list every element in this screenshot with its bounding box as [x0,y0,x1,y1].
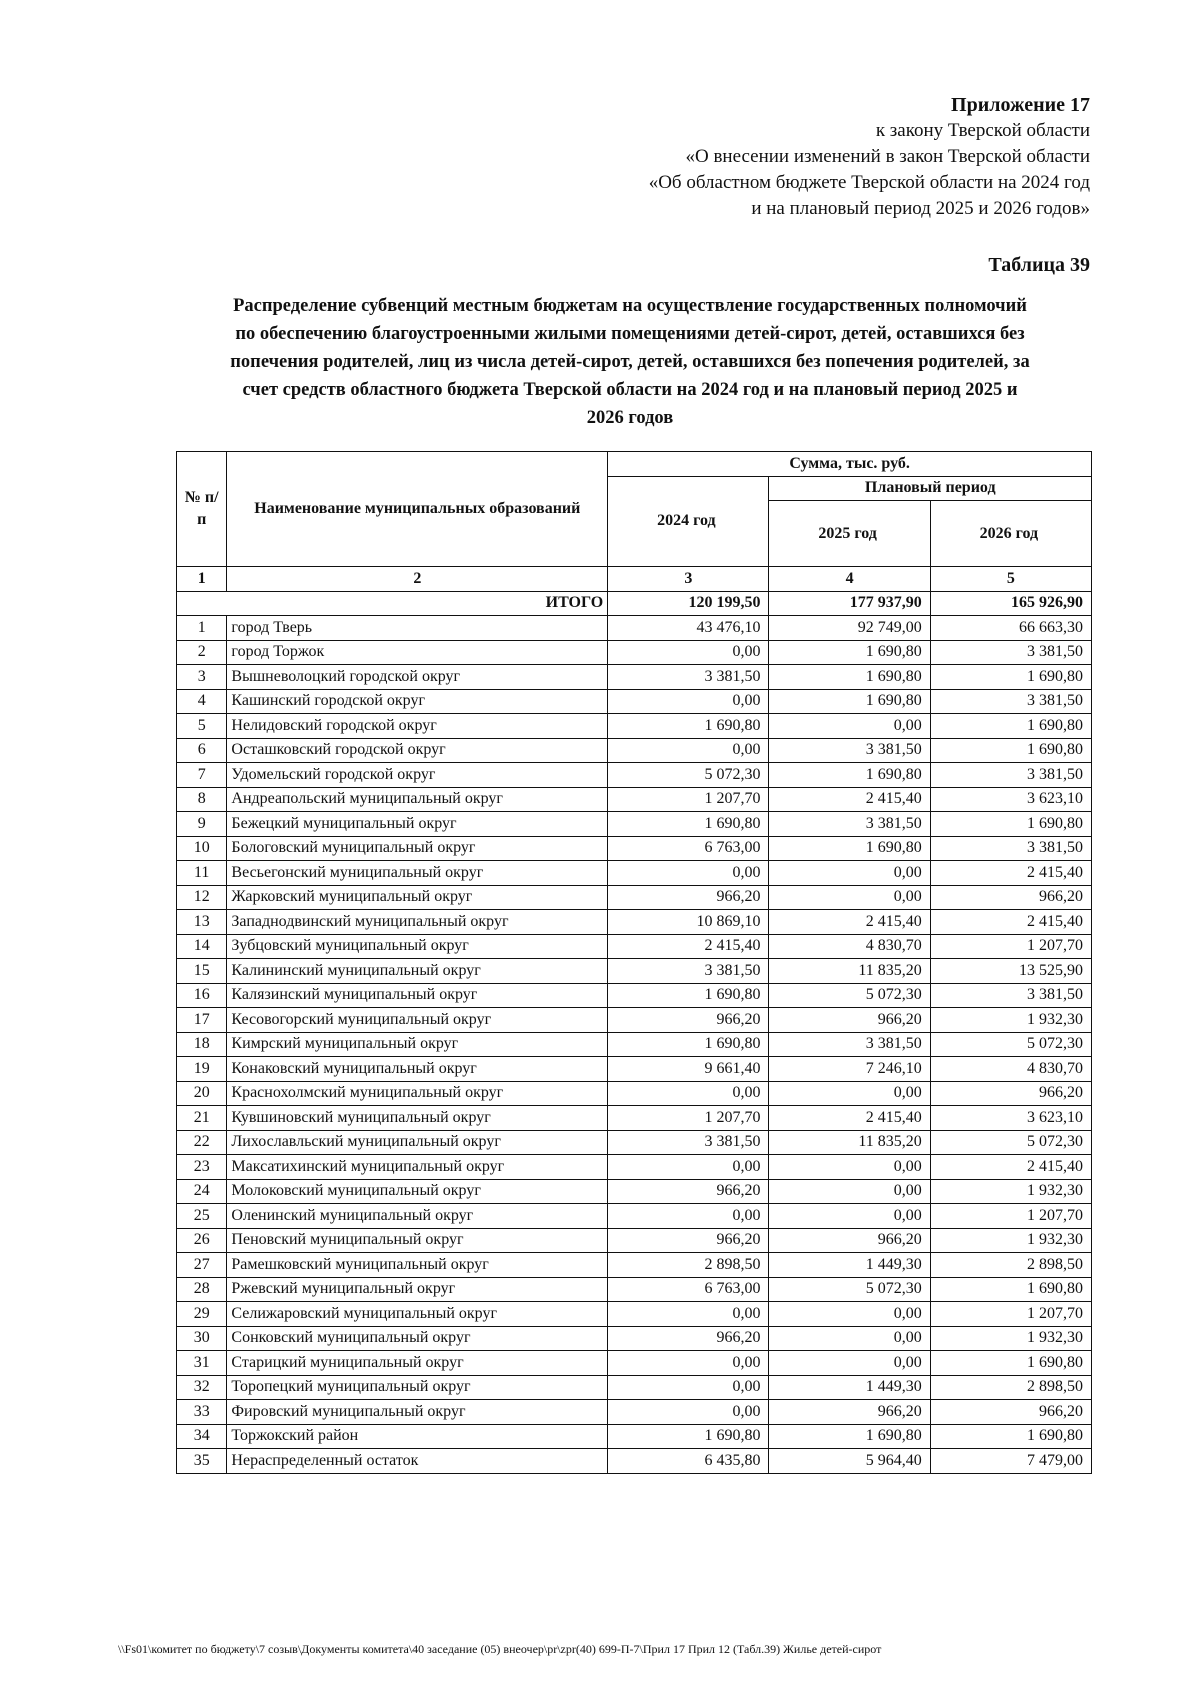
column-number-row [177,567,1092,592]
subvention-table [176,451,1092,1474]
appendix-line: и на плановый период 2025 и 2026 годов» [751,198,1090,219]
total-2025: 177 937,90 [769,591,930,616]
municipality-name: Андреапольский муниципальный округ [227,787,608,812]
amount-2024: 6 763,00 [608,1277,769,1302]
amount-2026: 966,20 [930,885,1091,910]
amount-2025: 0,00 [769,885,930,910]
header-2026: 2026 год [930,501,1091,567]
row-number: 21 [177,1106,227,1131]
amount-2025: 5 072,30 [769,1277,930,1302]
table-row [177,665,1092,690]
amount-2025: 11 835,20 [769,959,930,984]
amount-2026: 1 207,70 [930,1302,1091,1327]
row-number: 32 [177,1375,227,1400]
amount-2026: 1 690,80 [930,1424,1091,1449]
table-row [177,763,1092,788]
amount-2024: 0,00 [608,1375,769,1400]
amount-2025: 0,00 [769,714,930,739]
amount-2025: 92 749,00 [769,616,930,641]
row-number: 10 [177,836,227,861]
municipality-name: Западнодвинский муниципальный округ [227,910,608,935]
row-number: 17 [177,1008,227,1033]
municipality-name: Селижаровский муниципальный округ [227,1302,608,1327]
municipality-name: Кашинский городской округ [227,689,608,714]
row-number: 33 [177,1400,227,1425]
amount-2026: 2 415,40 [930,1155,1091,1180]
row-number: 19 [177,1057,227,1082]
row-number: 16 [177,983,227,1008]
amount-2026: 3 381,50 [930,763,1091,788]
amount-2025: 3 381,50 [769,1032,930,1057]
table-row [177,738,1092,763]
total-2026: 165 926,90 [930,591,1091,616]
table-row [177,1179,1092,1204]
row-number: 23 [177,1155,227,1180]
table-row [177,714,1092,739]
table-row [177,885,1092,910]
table-row [177,1277,1092,1302]
amount-2024: 1 207,70 [608,787,769,812]
amount-2024: 0,00 [608,1400,769,1425]
row-number: 9 [177,812,227,837]
municipality-name: город Торжок [227,640,608,665]
header-sum: Сумма, тыс. руб. [608,452,1092,477]
document-title [180,292,1080,432]
amount-2026: 2 898,50 [930,1375,1091,1400]
amount-2024: 2 898,50 [608,1253,769,1278]
amount-2025: 0,00 [769,1326,930,1351]
amount-2024: 0,00 [608,1155,769,1180]
amount-2024: 6 763,00 [608,836,769,861]
row-number: 24 [177,1179,227,1204]
appendix-title: Приложение 17 [951,94,1090,116]
table-row [177,1424,1092,1449]
amount-2026: 1 690,80 [930,714,1091,739]
table-row [177,640,1092,665]
amount-2024: 0,00 [608,689,769,714]
amount-2025: 966,20 [769,1008,930,1033]
table-row [177,1008,1092,1033]
row-number: 34 [177,1424,227,1449]
amount-2026: 1 690,80 [930,738,1091,763]
row-number: 3 [177,665,227,690]
row-number: 18 [177,1032,227,1057]
municipality-name: Кувшиновский муниципальный округ [227,1106,608,1131]
amount-2026: 1 690,80 [930,812,1091,837]
municipality-name: Бежецкий муниципальный округ [227,812,608,837]
amount-2025: 2 415,40 [769,1106,930,1131]
municipality-name: Калязинский муниципальный округ [227,983,608,1008]
table-row [177,959,1092,984]
amount-2024: 1 690,80 [608,812,769,837]
municipality-name: Бологовский муниципальный округ [227,836,608,861]
table-number: Таблица 39 [988,254,1090,276]
table-row [177,1351,1092,1376]
amount-2024: 5 072,30 [608,763,769,788]
title-line: Распределение субвенций местным бюджетам на осуществление государственных полномочий [233,296,1027,316]
amount-2024: 0,00 [608,1081,769,1106]
amount-2024: 966,20 [608,1228,769,1253]
table-row [177,812,1092,837]
amount-2026: 66 663,30 [930,616,1091,641]
amount-2026: 1 207,70 [930,934,1091,959]
amount-2025: 5 072,30 [769,983,930,1008]
amount-2024: 966,20 [608,1179,769,1204]
amount-2026: 3 381,50 [930,689,1091,714]
amount-2025: 1 690,80 [769,836,930,861]
amount-2026: 2 415,40 [930,910,1091,935]
amount-2025: 1 690,80 [769,665,930,690]
header-plan-period: Плановый период [769,476,1092,501]
amount-2024: 0,00 [608,1302,769,1327]
amount-2024: 2 415,40 [608,934,769,959]
appendix-line: к закону Тверской области [875,120,1090,141]
municipality-name: Торопецкий муниципальный округ [227,1375,608,1400]
title-line: 2026 годов [586,408,674,428]
municipality-name: город Тверь [227,616,608,641]
appendix-block [649,92,1090,222]
table-row [177,1106,1092,1131]
municipality-name: Фировский муниципальный округ [227,1400,608,1425]
amount-2026: 4 830,70 [930,1057,1091,1082]
municipality-name: Рамешковский муниципальный округ [227,1253,608,1278]
amount-2024: 3 381,50 [608,665,769,690]
amount-2026: 1 932,30 [930,1228,1091,1253]
row-number: 30 [177,1326,227,1351]
total-label: ИТОГО [177,591,608,616]
amount-2024: 966,20 [608,885,769,910]
amount-2025: 966,20 [769,1400,930,1425]
municipality-name: Конаковский муниципальный округ [227,1057,608,1082]
row-number: 2 [177,640,227,665]
table-row [177,1449,1092,1474]
amount-2025: 0,00 [769,1204,930,1229]
amount-2025: 1 690,80 [769,640,930,665]
municipality-name: Ржевский муниципальный округ [227,1277,608,1302]
row-number: 25 [177,1204,227,1229]
total-row [177,591,1092,616]
row-number: 8 [177,787,227,812]
amount-2024: 1 690,80 [608,1032,769,1057]
amount-2024: 3 381,50 [608,1130,769,1155]
table-row [177,1155,1092,1180]
amount-2024: 1 690,80 [608,714,769,739]
amount-2024: 1 690,80 [608,983,769,1008]
municipality-name: Жарковский муниципальный округ [227,885,608,910]
amount-2024: 6 435,80 [608,1449,769,1474]
table-row [177,910,1092,935]
row-number: 12 [177,885,227,910]
amount-2024: 966,20 [608,1008,769,1033]
amount-2026: 3 623,10 [930,787,1091,812]
row-number: 15 [177,959,227,984]
row-number: 22 [177,1130,227,1155]
row-number: 4 [177,689,227,714]
row-number: 20 [177,1081,227,1106]
amount-2025: 1 449,30 [769,1253,930,1278]
amount-2025: 1 449,30 [769,1375,930,1400]
amount-2025: 0,00 [769,1155,930,1180]
amount-2026: 3 381,50 [930,983,1091,1008]
amount-2025: 5 964,40 [769,1449,930,1474]
amount-2025: 2 415,40 [769,910,930,935]
amount-2026: 2 898,50 [930,1253,1091,1278]
table-row [177,787,1092,812]
title-line: счет средств областного бюджета Тверской области на 2024 год и на плановый период 2025 и [242,380,1018,400]
municipality-name: Зубцовский муниципальный округ [227,934,608,959]
municipality-name: Краснохолмский муниципальный округ [227,1081,608,1106]
amount-2025: 0,00 [769,1081,930,1106]
table-row [177,1302,1092,1327]
table-row [177,1081,1092,1106]
municipality-name: Весьегонский муниципальный округ [227,861,608,886]
row-number: 35 [177,1449,227,1474]
table-row [177,861,1092,886]
table-row [177,1130,1092,1155]
row-number: 28 [177,1277,227,1302]
amount-2025: 3 381,50 [769,812,930,837]
amount-2026: 3 381,50 [930,836,1091,861]
amount-2025: 0,00 [769,1179,930,1204]
amount-2026: 7 479,00 [930,1449,1091,1474]
amount-2024: 0,00 [608,738,769,763]
amount-2026: 1 690,80 [930,1351,1091,1376]
amount-2026: 2 415,40 [930,861,1091,886]
footer-file-path: \\Fs01\комитет по бюджету\7 созыв\Документы комитета\40 заседание (05) внеочер\pr\zpr(40) 699-П-7\Прил 17 Прил 12 (Табл.39) Жилье детей-сирот [118,1642,882,1656]
table-row [177,934,1092,959]
municipality-name: Пеновский муниципальный округ [227,1228,608,1253]
row-number: 1 [177,616,227,641]
amount-2026: 3 623,10 [930,1106,1091,1131]
amount-2025: 7 246,10 [769,1057,930,1082]
table-row [177,1375,1092,1400]
municipality-name: Молоковский муниципальный округ [227,1179,608,1204]
amount-2025: 1 690,80 [769,763,930,788]
row-number: 14 [177,934,227,959]
column-number: 2 [227,567,608,592]
header-name: Наименование муниципальных образований [227,452,608,567]
table-row [177,616,1092,641]
amount-2026: 13 525,90 [930,959,1091,984]
table-row [177,1032,1092,1057]
amount-2026: 1 207,70 [930,1204,1091,1229]
amount-2025: 1 690,80 [769,1424,930,1449]
municipality-name: Нераспределенный остаток [227,1449,608,1474]
amount-2026: 1 690,80 [930,665,1091,690]
municipality-name: Нелидовский городской округ [227,714,608,739]
amount-2024: 1 690,80 [608,1424,769,1449]
row-number: 29 [177,1302,227,1327]
amount-2025: 11 835,20 [769,1130,930,1155]
table-row [177,983,1092,1008]
column-number: 5 [930,567,1091,592]
amount-2025: 3 381,50 [769,738,930,763]
municipality-name: Максатихинский муниципальный округ [227,1155,608,1180]
amount-2024: 10 869,10 [608,910,769,935]
amount-2026: 5 072,30 [930,1130,1091,1155]
amount-2026: 1 932,30 [930,1008,1091,1033]
amount-2025: 0,00 [769,1351,930,1376]
header-2025: 2025 год [769,501,930,567]
amount-2024: 966,20 [608,1326,769,1351]
table-row [177,1400,1092,1425]
amount-2024: 9 661,40 [608,1057,769,1082]
table-row [177,1204,1092,1229]
municipality-name: Сонковский муниципальный округ [227,1326,608,1351]
amount-2026: 5 072,30 [930,1032,1091,1057]
appendix-line: «О внесении изменений в закон Тверской области [685,146,1090,167]
amount-2024: 0,00 [608,640,769,665]
table-row [177,1326,1092,1351]
appendix-line: «Об областном бюджете Тверской области на 2024 год [648,172,1090,193]
row-number: 13 [177,910,227,935]
row-number: 31 [177,1351,227,1376]
amount-2026: 966,20 [930,1400,1091,1425]
amount-2024: 3 381,50 [608,959,769,984]
column-number: 4 [769,567,930,592]
header-2024: 2024 год [608,476,769,567]
title-line: по обеспечению благоустроенными жилыми помещениями детей-сирот, детей, оставшихся без [235,324,1025,344]
amount-2026: 1 932,30 [930,1179,1091,1204]
row-number: 26 [177,1228,227,1253]
column-number: 1 [177,567,227,592]
amount-2025: 0,00 [769,861,930,886]
table-row [177,836,1092,861]
title-line: попечения родителей, лиц из числа детей-сирот, детей, оставшихся без попечения родителей, за [230,352,1030,372]
amount-2026: 3 381,50 [930,640,1091,665]
municipality-name: Удомельский городской округ [227,763,608,788]
municipality-name: Осташковский городской округ [227,738,608,763]
amount-2025: 2 415,40 [769,787,930,812]
amount-2024: 43 476,10 [608,616,769,641]
amount-2025: 4 830,70 [769,934,930,959]
municipality-name: Кимрский муниципальный округ [227,1032,608,1057]
amount-2026: 1 932,30 [930,1326,1091,1351]
row-number: 6 [177,738,227,763]
municipality-name: Лихославльский муниципальный округ [227,1130,608,1155]
amount-2024: 0,00 [608,1204,769,1229]
row-number: 5 [177,714,227,739]
amount-2026: 1 690,80 [930,1277,1091,1302]
municipality-name: Калининский муниципальный округ [227,959,608,984]
row-number: 27 [177,1253,227,1278]
municipality-name: Старицкий муниципальный округ [227,1351,608,1376]
amount-2024: 0,00 [608,1351,769,1376]
municipality-name: Оленинский муниципальный округ [227,1204,608,1229]
row-number: 7 [177,763,227,788]
table-row [177,1057,1092,1082]
header-no: № п/п [177,452,227,567]
table-row [177,689,1092,714]
municipality-name: Торжокский район [227,1424,608,1449]
amount-2026: 966,20 [930,1081,1091,1106]
municipality-name: Вышневолоцкий городской округ [227,665,608,690]
amount-2024: 1 207,70 [608,1106,769,1131]
column-number: 3 [608,567,769,592]
municipality-name: Кесовогорский муниципальный округ [227,1008,608,1033]
amount-2025: 0,00 [769,1302,930,1327]
amount-2024: 0,00 [608,861,769,886]
row-number: 11 [177,861,227,886]
total-2024: 120 199,50 [608,591,769,616]
table-row [177,1253,1092,1278]
table-row [177,1228,1092,1253]
amount-2025: 966,20 [769,1228,930,1253]
amount-2025: 1 690,80 [769,689,930,714]
